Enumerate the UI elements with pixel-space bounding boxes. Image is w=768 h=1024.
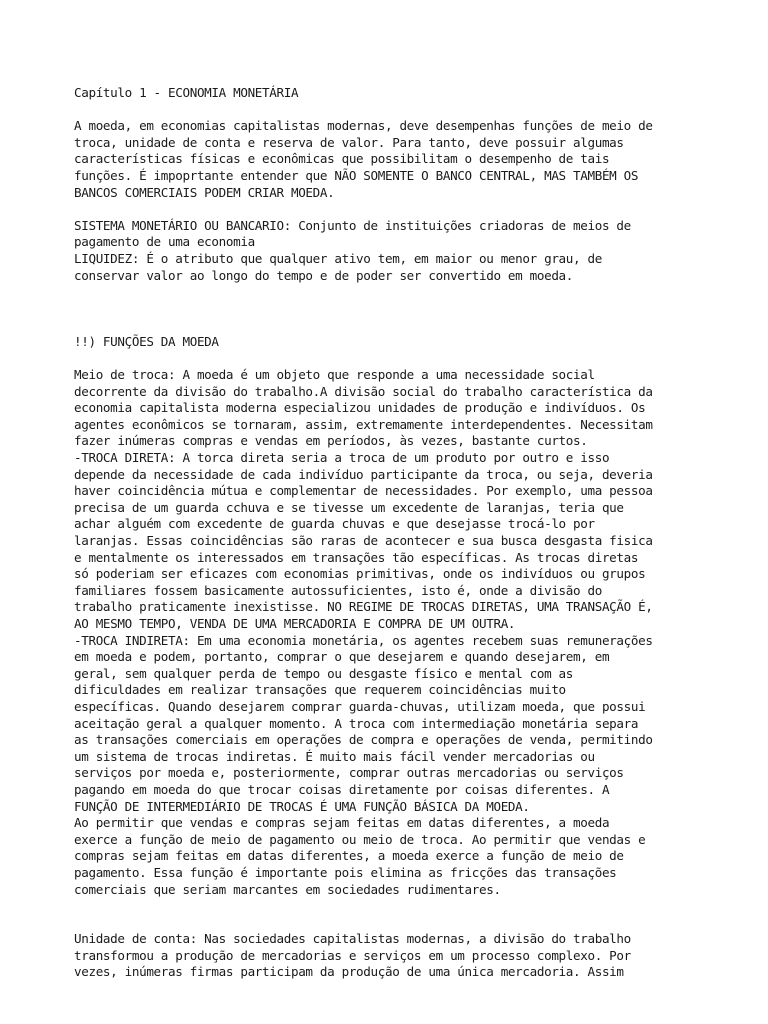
text-line: precisa de um guarda cchuva e se tivesse um excedente de laranjas, teria que <box>74 499 624 515</box>
text-line: pagamento de uma economia <box>74 234 255 250</box>
text-line: -TROCA INDIRETA: Em uma economia monetária, os agentes recebem suas remunerações <box>74 632 653 648</box>
chapter-title: Capítulo 1 - ECONOMIA MONETÁRIA <box>74 85 299 100</box>
text-line: SISTEMA MONETÁRIO OU BANCARIO: Conjunto de instituições criadoras de meios de <box>74 217 631 233</box>
text-line: BANCOS COMERCIAIS PODEM CRIAR MOEDA. <box>74 184 335 200</box>
text-line: características físicas e econômicas que possibilitam o desempenho de tais <box>74 151 610 167</box>
text-line: comerciais que seriam marcantes em sociedades rudimentares. <box>74 881 501 897</box>
text-line: troca, unidade de conta e reserva de valor. Para tanto, deve possuir algumas <box>74 134 624 150</box>
text-line: A moeda, em economias capitalistas modernas, deve desempenhas funções de meio de <box>74 118 653 134</box>
text-line: economia capitalista moderna especializou unidades de produção e indivíduos. Os <box>74 400 646 416</box>
text-line: vezes, inúmeras firmas participam da produção de uma única mercadoria. Assim <box>74 964 624 980</box>
text-line: em moeda e podem, portanto, comprar o que desejarem e quando desejarem, em <box>74 649 610 665</box>
text-line: e mentalmente os interessados em transações tão específicas. As trocas diretas <box>74 549 639 565</box>
text-line: Ao permitir que vendas e compras sejam feitas em datas diferentes, a moeda <box>74 815 610 831</box>
text-line: LIQUIDEZ: É o atributo que qualquer ativo tem, em maior ou menor grau, de <box>74 250 602 266</box>
text-line: -TROCA DIRETA: A torca direta seria a troca de um produto por outro e isso <box>74 450 610 466</box>
text-line: serviços por moeda e, posteriormente, comprar outras mercadorias ou serviços <box>74 765 624 781</box>
text-line: haver coincidência mútua e complementar de necessidades. Por exemplo, uma pessoa <box>74 483 653 499</box>
meio-de-troca-paragraph <box>74 367 714 898</box>
text-line: Unidade de conta: Nas sociedades capitalistas modernas, a divisão do trabalho <box>74 931 631 947</box>
text-line: só poderiam ser eficazes com economias primitivas, onde os indivíduos ou grupos <box>74 566 646 582</box>
text-line: Meio de troca: A moeda é um objeto que responde a uma necessidade social <box>74 367 595 383</box>
text-line: fazer inúmeras compras e vendas em períodos, às vezes, bastante curtos. <box>74 433 588 449</box>
text-line: FUNÇÃO DE INTERMEDIÁRIO DE TROCAS É UMA FUNÇÃO BÁSICA DA MOEDA. <box>74 798 530 814</box>
document-page <box>74 85 714 981</box>
text-line: familiares fossem basicamente autossuficientes, isto é, onde a divisão do <box>74 582 602 598</box>
definitions-paragraph <box>74 218 714 284</box>
text-line: laranjas. Essas coincidências são raras de acontecer e sua busca desgasta fisica <box>74 533 653 549</box>
intro-paragraph <box>74 118 714 201</box>
text-line: decorrente da divisão do trabalho.A divisão social do trabalho característica da <box>74 383 653 399</box>
text-line: específicas. Quando desejarem comprar guarda-chuvas, utilizam moeda, que possui <box>74 698 646 714</box>
text-line: dificuldades em realizar transações que requerem coincidências muito <box>74 682 566 698</box>
text-line: trabalho praticamente inexistisse. NO REGIME DE TROCAS DIRETAS, UMA TRANSAÇÃO É, <box>74 599 653 615</box>
text-line: conservar valor ao longo do tempo e de poder ser convertido em moeda. <box>74 267 574 283</box>
text-line: achar alguém com excedente de guarda chuvas e que desejasse trocá-lo por <box>74 516 595 532</box>
unidade-de-conta-paragraph <box>74 931 714 981</box>
text-line: compras sejam feitas em datas diferentes, a moeda exerce a função de meio de <box>74 848 624 864</box>
text-line: agentes econômicos se tornaram, assim, extremamente interdependentes. Necessitam <box>74 416 653 432</box>
text-line: funções. É impoprtante entender que NÃO SOMENTE O BANCO CENTRAL, MAS TAMBÉM OS <box>74 167 639 183</box>
text-line: depende da necessidade de cada indivíduo participante da troca, ou seja, deveria <box>74 466 653 482</box>
text-line: transformou a produção de mercadorias e serviços em um processo complexo. Por <box>74 947 631 963</box>
text-line: exerce a função de meio de pagamento ou meio de troca. Ao permitir que vendas e <box>74 831 646 847</box>
section-heading: !!) FUNÇÕES DA MOEDA <box>74 333 219 349</box>
text-line: um sistema de trocas indiretas. É muito mais fácil vender mercadorias ou <box>74 748 595 764</box>
text-line: pagando em moeda do que trocar coisas diretamente por coisas diferentes. A <box>74 781 610 797</box>
text-line: pagamento. Essa função é importante pois elimina as fricções das transações <box>74 864 617 880</box>
text-line: aceitação geral a qualquer momento. A troca com intermediação monetária separa <box>74 715 639 731</box>
text-line: AO MESMO TEMPO, VENDA DE UMA MERCADORIA E COMPRA DE UM OUTRA. <box>74 616 516 632</box>
text-line: as transações comerciais em operações de compra e operações de venda, permitindo <box>74 732 653 748</box>
text-line: geral, sem qualquer perda de tempo ou desgaste físico e mental com as <box>74 665 574 681</box>
